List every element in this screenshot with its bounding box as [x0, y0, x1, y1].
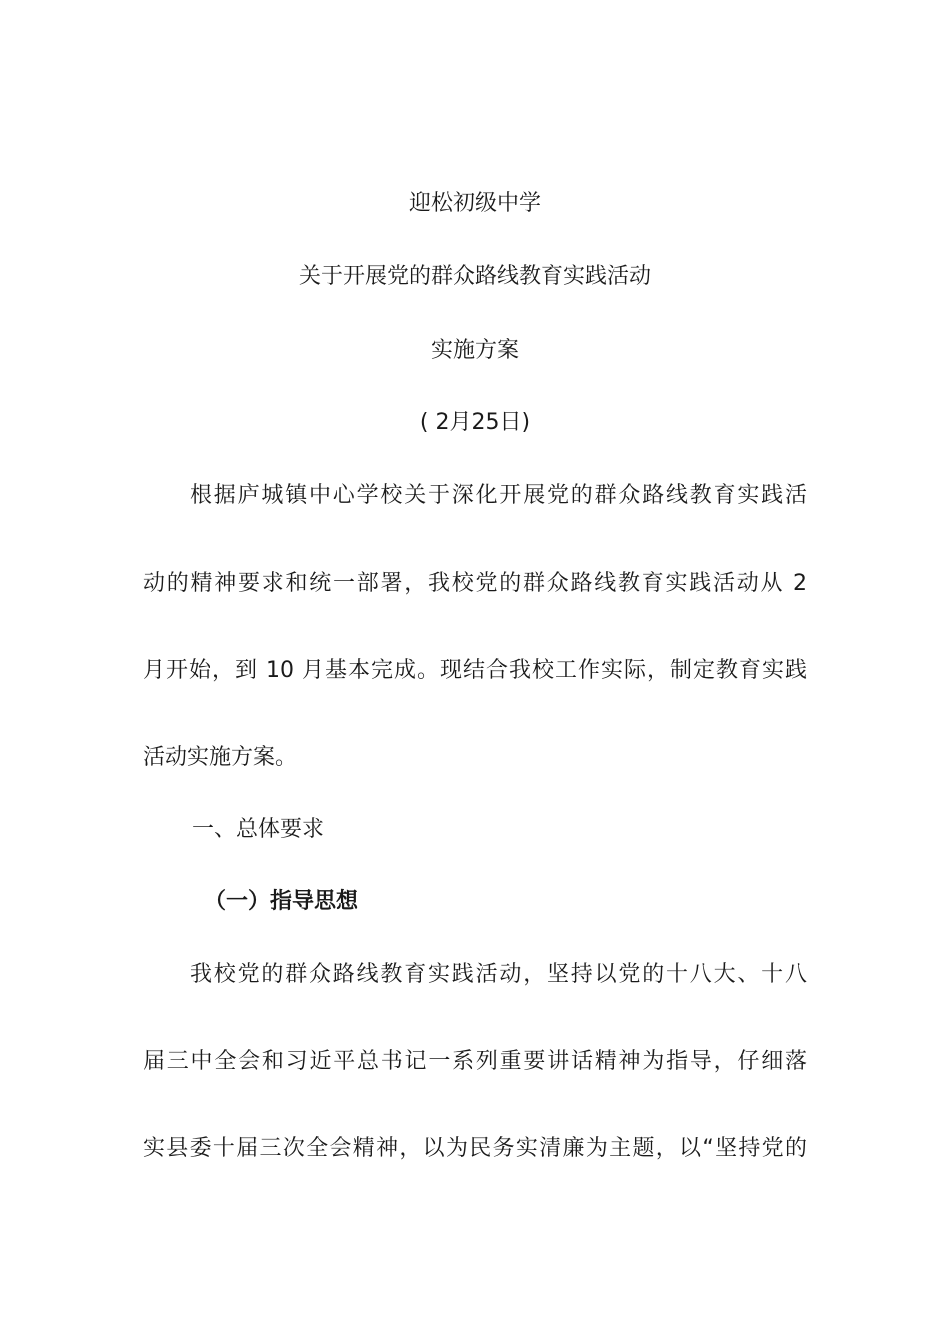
document-date: ( 2月25日): [419, 410, 531, 435]
school-name: 迎松初级中学: [408, 191, 541, 216]
section-1-heading: 一、总体要求: [192, 817, 325, 842]
paragraph-1-line-3: 月开始，到 10 月基本完成。现结合我校工作实际，制定教育实践: [143, 658, 807, 683]
paragraph-2-line-3: 实县委十届三次全会精神，以为民务实清廉为主题，以“坚持党的: [143, 1136, 807, 1161]
subsection-1-heading: （一）指导思想: [204, 889, 359, 914]
paragraph-1-line-2: 动的精神要求和统一部署，我校党的群众路线教育实践活动从 2: [143, 571, 807, 596]
paragraph-1-line-4: 活动实施方案。: [143, 745, 298, 770]
paragraph-2-line-1: 我校党的群众路线教育实践活动，坚持以党的十八大、十八: [190, 962, 807, 987]
title-line-1: 关于开展党的群众路线教育实践活动: [298, 264, 651, 289]
paragraph-1-line-1: 根据庐城镇中心学校关于深化开展党的群众路线教育实践活: [190, 483, 807, 508]
title-line-2: 实施方案: [430, 338, 519, 363]
paragraph-2-line-2: 届三中全会和习近平总书记一系列重要讲话精神为指导，仔细落: [143, 1049, 807, 1074]
